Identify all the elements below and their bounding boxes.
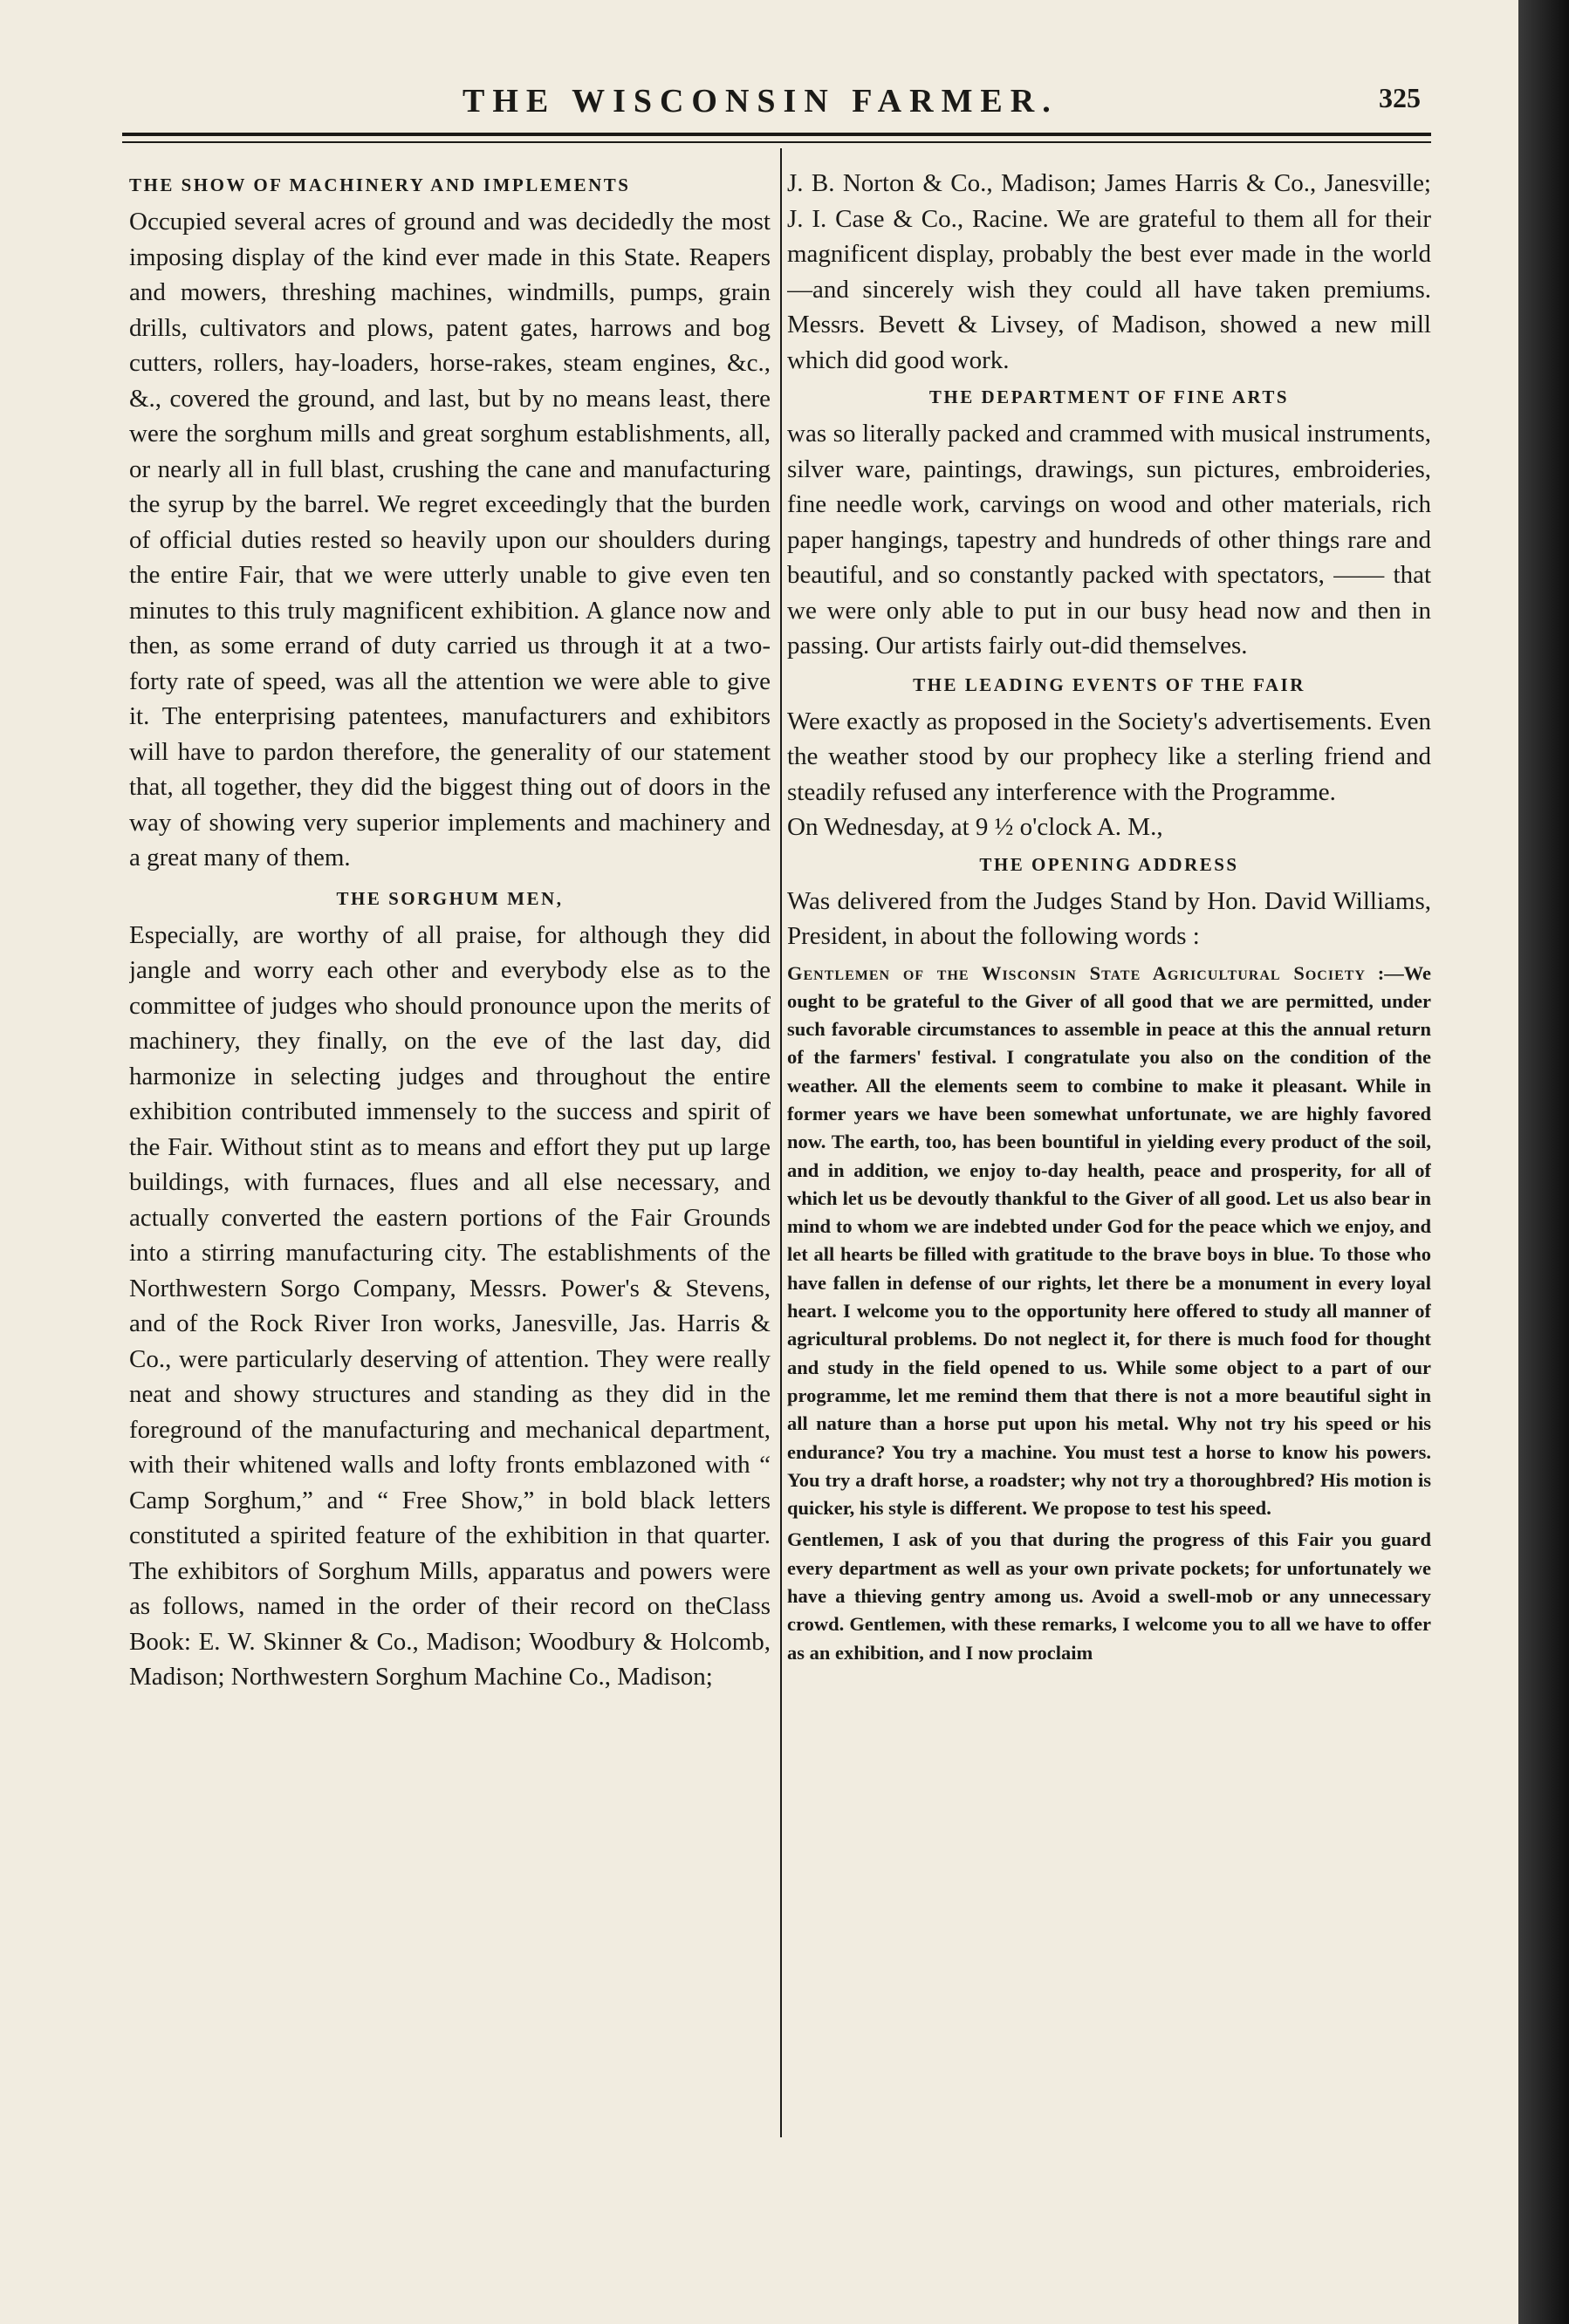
paragraph-wednesday: On Wednesday, at 9 ½ o'clock A. M.,: [787, 813, 1163, 841]
page-header: [122, 77, 1431, 129]
paragraph-fine-arts: was so literally packed and crammed with musical instruments, silver ware, paintings, drawings, sun pictures, embroideries, fine needle work, carvings on wood and other materials, rich paper hangings, tapestry and hundreds of other things rare and beautiful, and so constantly packed with spectators, —— that we were only able to put in our busy head now and then in passing. Our artists fairly out-did themselves.: [787, 420, 1431, 660]
section-heading-leading-events: THE LEADING EVENTS OF THE FAIR: [913, 673, 1305, 695]
header-rule-thick: [122, 133, 1431, 136]
section-heading-sorghum-men: THE SORGHUM MEN,: [336, 887, 564, 909]
page-number: 325: [1379, 82, 1421, 113]
running-title: THE WISCONSIN FARMER.: [462, 83, 1059, 120]
section-heading-fine-arts: THE DEPARTMENT OF FINE ARTS: [928, 386, 1290, 407]
header-rule-thin: [122, 141, 1431, 143]
left-column: [129, 166, 771, 2146]
paragraph-machinery: Occupied several acres of ground and was decidedly the most imposing display of the kind ever made in this State. Reapers and mowers, threshing machines, windmills, pumps, grain drills, cultivators and plows, patent gates, harrows and bog cutters, rollers, hay-loaders, horse-rakes, steam engines, &c., &., covered the ground, and last, but by no means least, there were the sorghum mills and great sorghum establishments, all, or nearly all in full blast, crushing the cane and manufacturing the syrup by the barrel. We regret exceedingly that the burden of official duties rested so heavily upon our shoulders during the entire Fair, that we were utterly unable to give even ten minutes to this truly magnificent exhibition. A glance now and then, as some errand of duty carried us through it at a two-forty rate of speed, was all the attention we were able to give it. The enterprising patentees, manufacturers and exhibitors will have to pardon therefore, the generality of our statement that, all together, they did the biggest thing out of doors in the way of showing very superior implements and machinery and a great many of them.: [129, 208, 771, 872]
book-edge: [1518, 0, 1569, 2324]
section-heading-machinery: THE SHOW OF MACHINERY AND IMPLEMENTS: [129, 174, 631, 195]
speech-block: [787, 960, 1431, 1667]
speech-paragraph-1-text: :—We ought to be grateful to the Giver of all good that we are permitted, under such favorable circumstances to assemble in peace at this the annual return of the farmers' festival. I congratulate you also on the condition of the weather. All the elements seem to combine to make it pleasant. While in former years we have been somewhat unfortunate, we are highly favored now. The earth, too, has been bountiful in yielding every product of the soil, and in addition, we enjoy to-day health, peace and prosperity, for all of which let us be devoutly thankful to the Giver of all good. Let us also bear in mind to whom we are indebted under God for the peace which we enjoy, and let all hearts be filled with gratitude to the brave boys in blue. To those who have fallen in defense of our rights, let there be a monument in every loyal heart. I welcome you to the opportunity here offered to study all manner of agricultural problems. Do not neglect it, for there is much food for thought and study in the field opened to us. While some object to a part of our programme, let me remind them that there is not a more beautiful sight in all nature than a horse put upon his metal. Why not try his speed or his endurance? You try a machine. You must test a horse to know his powers. You try a draft horse, a roadster; why not try a thoroughbred? His motion is quicker, his style is different. We propose to test his speed.: [787, 961, 1431, 1520]
paragraph-exhibitors-continued: J. B. Norton & Co., Madison; James Harris & Co., Janesville; J. I. Case & Co., Racine. We are grateful to them all for their magnificent display, probably the best ever made in the world —and sincerely wish they could all have taken premiums. Messrs. Bevett & Livsey, of Madison, showed a new mill which did good work.: [787, 169, 1431, 374]
section-heading-opening-address: THE OPENING ADDRESS: [979, 853, 1239, 875]
paragraph-leading-events: Were exactly as proposed in the Society's advertisements. Even the weather stood by our prophecy like a sterling friend and steadily refused any interference with the Programme.: [787, 707, 1431, 806]
paragraph-opening-address: Was delivered from the Judges Stand by Hon. David Williams, President, in about the following words :: [787, 886, 1431, 950]
paragraph-sorghum-men: Especially, are worthy of all praise, for although they did jangle and worry each other and everybody else as to the committee of judges who should pronounce upon the merits of machinery, they finally, on the eve of the last day, did harmonize in selecting judges and throughout the entire exhibition contributed immensely to the success and spirit of the Fair. Without stint as to means and effort they put up large buildings, with furnaces, flues and all else necessary, and actually converted the eastern portions of the Fair Grounds into a stirring manufacturing city. The establishments of the Northwestern Sorgo Company, Messrs. Power's & Stevens, and of the Rock River Iron works, Janesville, Jas. Harris & Co., were particularly deserving of attention. They were really neat and showy structures and standing as they did in the foreground of the manufacturing and mechanical department, with their whitened walls and lofty fronts emblazoned with “ Camp Sorghum,” and “ Free Show,” in bold black letters constituted a spirited feature of the exhibition in that quarter. The exhibitors of Sorghum Mills, apparatus and powers were as follows, named in the order of their record on theClass Book: E. W. Skinner & Co., Madison; Woodbury & Holcomb, Madison; Northwestern Sorghum Machine Co., Madison;: [129, 920, 771, 1691]
column-divider: [780, 148, 782, 2137]
speech-paragraph-1: [787, 960, 1431, 1523]
right-column: [787, 166, 1431, 2146]
speech-paragraph-2: Gentlemen, I ask of you that during the progress of this Fair you guard every department as well as your own private pockets; for unfortunately we have a thieving gentry among us. Avoid a swell-mob or any unnecessary crowd. Gentlemen, with these remarks, I welcome you to all we have to offer as an exhibition, and I now proclaim: [787, 1528, 1431, 1664]
speech-salutation: Gentlemen of the Wisconsin State Agricultural Society: [787, 961, 1366, 984]
